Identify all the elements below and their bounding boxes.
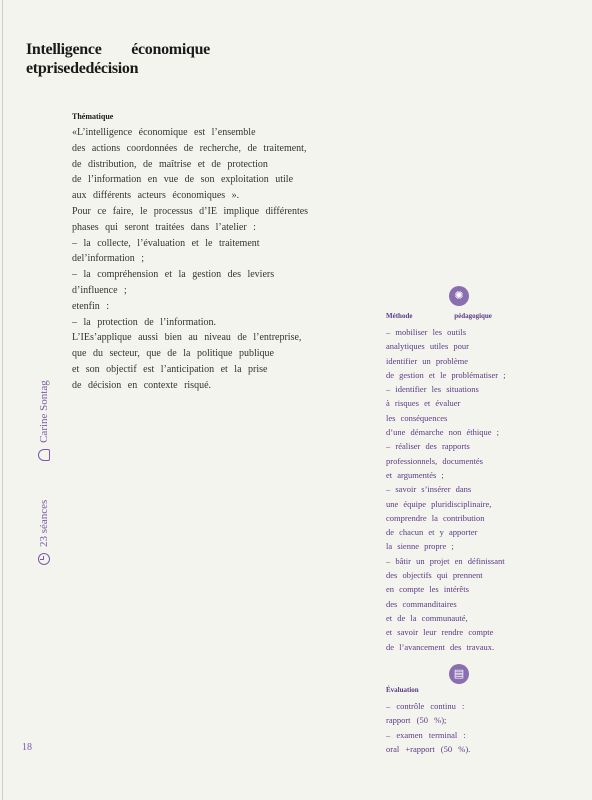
evaluation-section [386, 686, 546, 756]
author-item [38, 380, 50, 461]
evaluation-line: – contrôle continu : [386, 701, 465, 711]
method-icon: ✺ [449, 286, 469, 306]
thematique-line: aux différents acteurs économiques ». [72, 190, 240, 202]
method-line: – mobiliser les outils [386, 327, 467, 337]
author-text: Carine Sontag [38, 380, 50, 443]
evaluation-line: – examen terminal : [386, 729, 466, 740]
evaluation-label: Évaluation [386, 686, 419, 694]
evaluation-icon: ▤ [449, 664, 469, 684]
method-line: de l’avancement des travaux. [386, 641, 495, 652]
page-number: 18 [22, 742, 32, 753]
thematique-line: L’IEs’applique aussi bien au niveau de l’entreprise, [72, 332, 302, 344]
sessions-item [38, 500, 50, 565]
title-line-1: Intelligence économique [26, 41, 210, 58]
sessions-text: 23 séances [38, 499, 50, 547]
method-line: d’une démarche non éthique ; [386, 427, 500, 438]
thematique-line: – la compréhension et la gestion des leviers [72, 269, 275, 281]
thematique-line: «L’intelligence économique est l’ensemble [72, 127, 256, 138]
person-icon [38, 449, 50, 461]
clock-icon [38, 553, 50, 565]
thematique-line: etenfin : [72, 300, 110, 312]
method-line: des commanditaires [386, 598, 457, 609]
thematique-line: Pour ce faire, le processus d’IE implique différentes [72, 205, 309, 217]
method-line: les conséquences [386, 412, 448, 423]
thematique-line: que du secteur, que de la politique publique [72, 348, 274, 360]
sidebar-vertical-info [38, 344, 50, 565]
method-text [386, 325, 546, 654]
method-line: des objectifs qui prennent [386, 570, 483, 581]
evaluation-line: rapport (50 %); [386, 715, 447, 726]
method-line: comprendre la contribution [386, 512, 485, 523]
thematique-line: phases qui seront traitées dans l’atelier : [72, 221, 256, 233]
thematique-line: d’influence ; [72, 284, 127, 296]
method-section [386, 312, 546, 654]
thematique-line: de décision en contexte risqué. [72, 379, 212, 391]
method-line: identifier un problème [386, 355, 469, 366]
thematique-line: et son objectif est l’anticipation et la prise [72, 363, 268, 375]
thematique-section [72, 112, 367, 394]
method-line: de gestion et le problématiser ; [386, 369, 506, 380]
method-line: et de la communauté, [386, 612, 468, 623]
thematique-line: del’information ; [72, 253, 145, 265]
method-line: analytiques utiles pour [386, 341, 469, 352]
thematique-line: des actions coordonnées de recherche, de traitement, [72, 142, 307, 154]
method-label: Méthode pédagogique [386, 312, 492, 320]
thematique-line: – la collecte, l’évaluation et le traitement [72, 237, 260, 249]
method-line: une équipe pluridisciplinaire, [386, 498, 492, 509]
thematique-text [72, 125, 367, 394]
method-line: et savoir leur rendre compte [386, 627, 494, 638]
evaluation-text [386, 699, 546, 756]
page-title [26, 40, 246, 78]
method-line: et argumentés ; [386, 469, 444, 480]
method-line: en compte les intérêts [386, 584, 469, 595]
method-line: à risques et évaluer [386, 398, 461, 409]
method-line: – identifier les situations [386, 384, 479, 395]
title-line-2: etprisededécision [26, 60, 139, 77]
thematique-line: de distribution, de maîtrise et de protection [72, 158, 268, 170]
method-line: – réaliser des rapports [386, 441, 470, 452]
method-line: – bâtir un projet en définissant [386, 555, 505, 566]
method-line: professionnels, documentés [386, 455, 483, 466]
evaluation-line: oral +rapport (50 %). [386, 743, 471, 754]
thematique-line: – la protection de l’information. [72, 316, 217, 328]
thematique-line: de l’information en vue de son exploitation utile [72, 174, 294, 186]
method-line: de chacun et y apporter [386, 527, 478, 538]
method-line: la sienne propre ; [386, 541, 454, 552]
left-border-line [2, 0, 3, 800]
method-line: – savoir s’insérer dans [386, 484, 472, 495]
thematique-label: Thématique [72, 112, 114, 121]
